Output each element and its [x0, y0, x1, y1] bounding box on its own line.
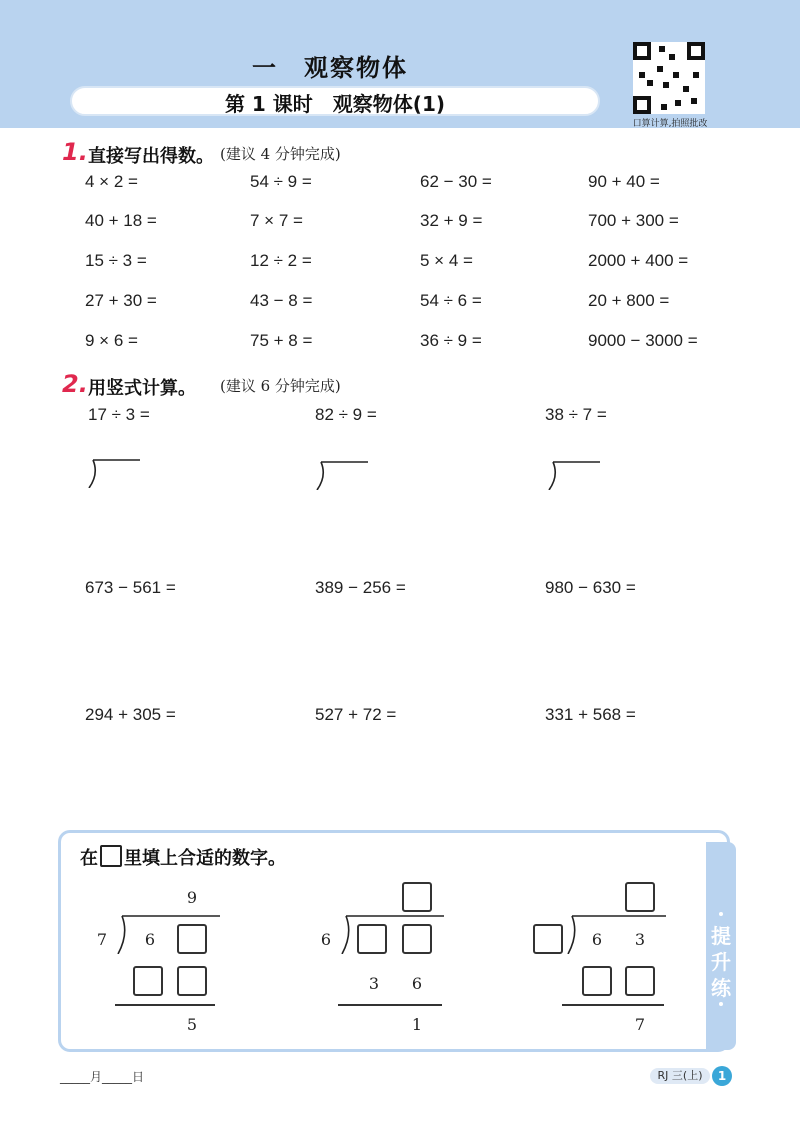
vertical-problem: 294 + 305 =: [85, 705, 176, 724]
lesson-title: 第 1 课时 观察物体(1): [224, 92, 446, 116]
oral-problem: 20 + 800 =: [588, 291, 670, 310]
p3-dividend-digit: 3: [634, 930, 646, 949]
blank-box-icon: [100, 845, 122, 867]
oral-problem: 7 × 7 =: [250, 211, 303, 230]
tab-label-char: 升: [711, 950, 731, 974]
oral-problem: 9 × 6 =: [85, 331, 138, 350]
p1-subtract-line: [115, 1004, 215, 1006]
oral-problem: 75 + 8 =: [250, 331, 313, 350]
p2-subtract-line: [338, 1004, 442, 1006]
oral-problem: 90 + 40 =: [588, 172, 660, 191]
oral-problem: 36 ÷ 9 =: [420, 331, 482, 350]
oral-problem: 700 + 300 =: [588, 211, 679, 230]
oral-problem: 54 ÷ 9 =: [250, 172, 312, 191]
oral-problem: 27 + 30 =: [85, 291, 157, 310]
vertical-problem: 331 + 568 =: [545, 705, 636, 724]
boost-title: 在 里填上合适的数字。: [80, 844, 286, 870]
section-2-number: 2.: [62, 370, 88, 398]
qr-caption: 口算计算,拍照批改: [632, 119, 708, 129]
section-1-number: 1.: [62, 138, 88, 166]
p2-product-digit: 3: [368, 974, 380, 993]
p2-blank-dividend-tens[interactable]: [357, 924, 387, 954]
p1-dividend-digit: 6: [144, 930, 156, 949]
p1-remainder: 5: [186, 1015, 198, 1034]
section-2-title: 用竖式计算。: [88, 378, 196, 399]
tab-dot: [719, 1002, 723, 1006]
vertical-problem: 389 − 256 =: [315, 578, 406, 597]
oral-problem: 62 − 30 =: [420, 172, 492, 191]
oral-problem: 15 ÷ 3 =: [85, 251, 147, 270]
oral-problem: 2000 + 400 =: [588, 251, 689, 270]
p2-blank-quotient[interactable]: [402, 882, 432, 912]
section-1-note: (建议 4 分钟完成): [220, 145, 341, 163]
oral-problem: 43 − 8 =: [250, 291, 313, 310]
oral-problem: 32 + 9 =: [420, 211, 483, 230]
p2-blank-dividend-ones[interactable]: [402, 924, 432, 954]
p1-blank-product-ones[interactable]: [177, 966, 207, 996]
oral-problem: 12 ÷ 2 =: [250, 251, 312, 270]
vertical-problem: 980 − 630 =: [545, 578, 636, 597]
vertical-problem: 527 + 72 =: [315, 705, 397, 724]
date-field[interactable]: _____月_____日: [60, 1070, 145, 1084]
series-badge: RJ 三(上): [650, 1068, 710, 1084]
oral-problem: 4 × 2 =: [85, 172, 138, 191]
p1-divisor: 7: [96, 930, 108, 949]
oral-problem: 54 ÷ 6 =: [420, 291, 482, 310]
p3-blank-product-ones[interactable]: [625, 966, 655, 996]
p2-product-digit: 6: [411, 974, 423, 993]
p2-divisor: 6: [320, 930, 332, 949]
p2-remainder: 1: [411, 1015, 423, 1034]
oral-problem: 40 + 18 =: [85, 211, 157, 230]
qr-code-icon[interactable]: [633, 42, 705, 114]
oral-problem: 5 × 4 =: [420, 251, 473, 270]
p3-blank-divisor[interactable]: [533, 924, 563, 954]
vertical-problem: 673 − 561 =: [85, 578, 176, 597]
tab-dot: [719, 912, 723, 916]
p3-subtract-line: [562, 1004, 664, 1006]
page-number: 1: [712, 1066, 732, 1086]
p1-quotient: 9: [186, 888, 198, 907]
division-bracket: [313, 460, 368, 490]
division-bracket: [85, 458, 140, 488]
oral-problem: 9000 − 3000 =: [588, 331, 698, 350]
p3-blank-quotient[interactable]: [625, 882, 655, 912]
division-bracket: [545, 460, 600, 490]
p1-blank-dividend[interactable]: [177, 924, 207, 954]
p1-blank-product-tens[interactable]: [133, 966, 163, 996]
section-2-note: (建议 6 分钟完成): [220, 377, 341, 395]
vertical-problem: 38 ÷ 7 =: [545, 405, 607, 424]
p3-blank-product-tens[interactable]: [582, 966, 612, 996]
tab-label-char: 练: [711, 976, 731, 1000]
p3-remainder: 7: [634, 1015, 646, 1034]
unit-title: 一 观察物体: [252, 54, 408, 82]
vertical-problem: 17 ÷ 3 =: [88, 405, 150, 424]
p3-dividend-digit: 6: [591, 930, 603, 949]
vertical-problem: 82 ÷ 9 =: [315, 405, 377, 424]
section-1-title: 直接写出得数。: [88, 146, 214, 167]
tab-label-char: 提: [711, 924, 731, 948]
